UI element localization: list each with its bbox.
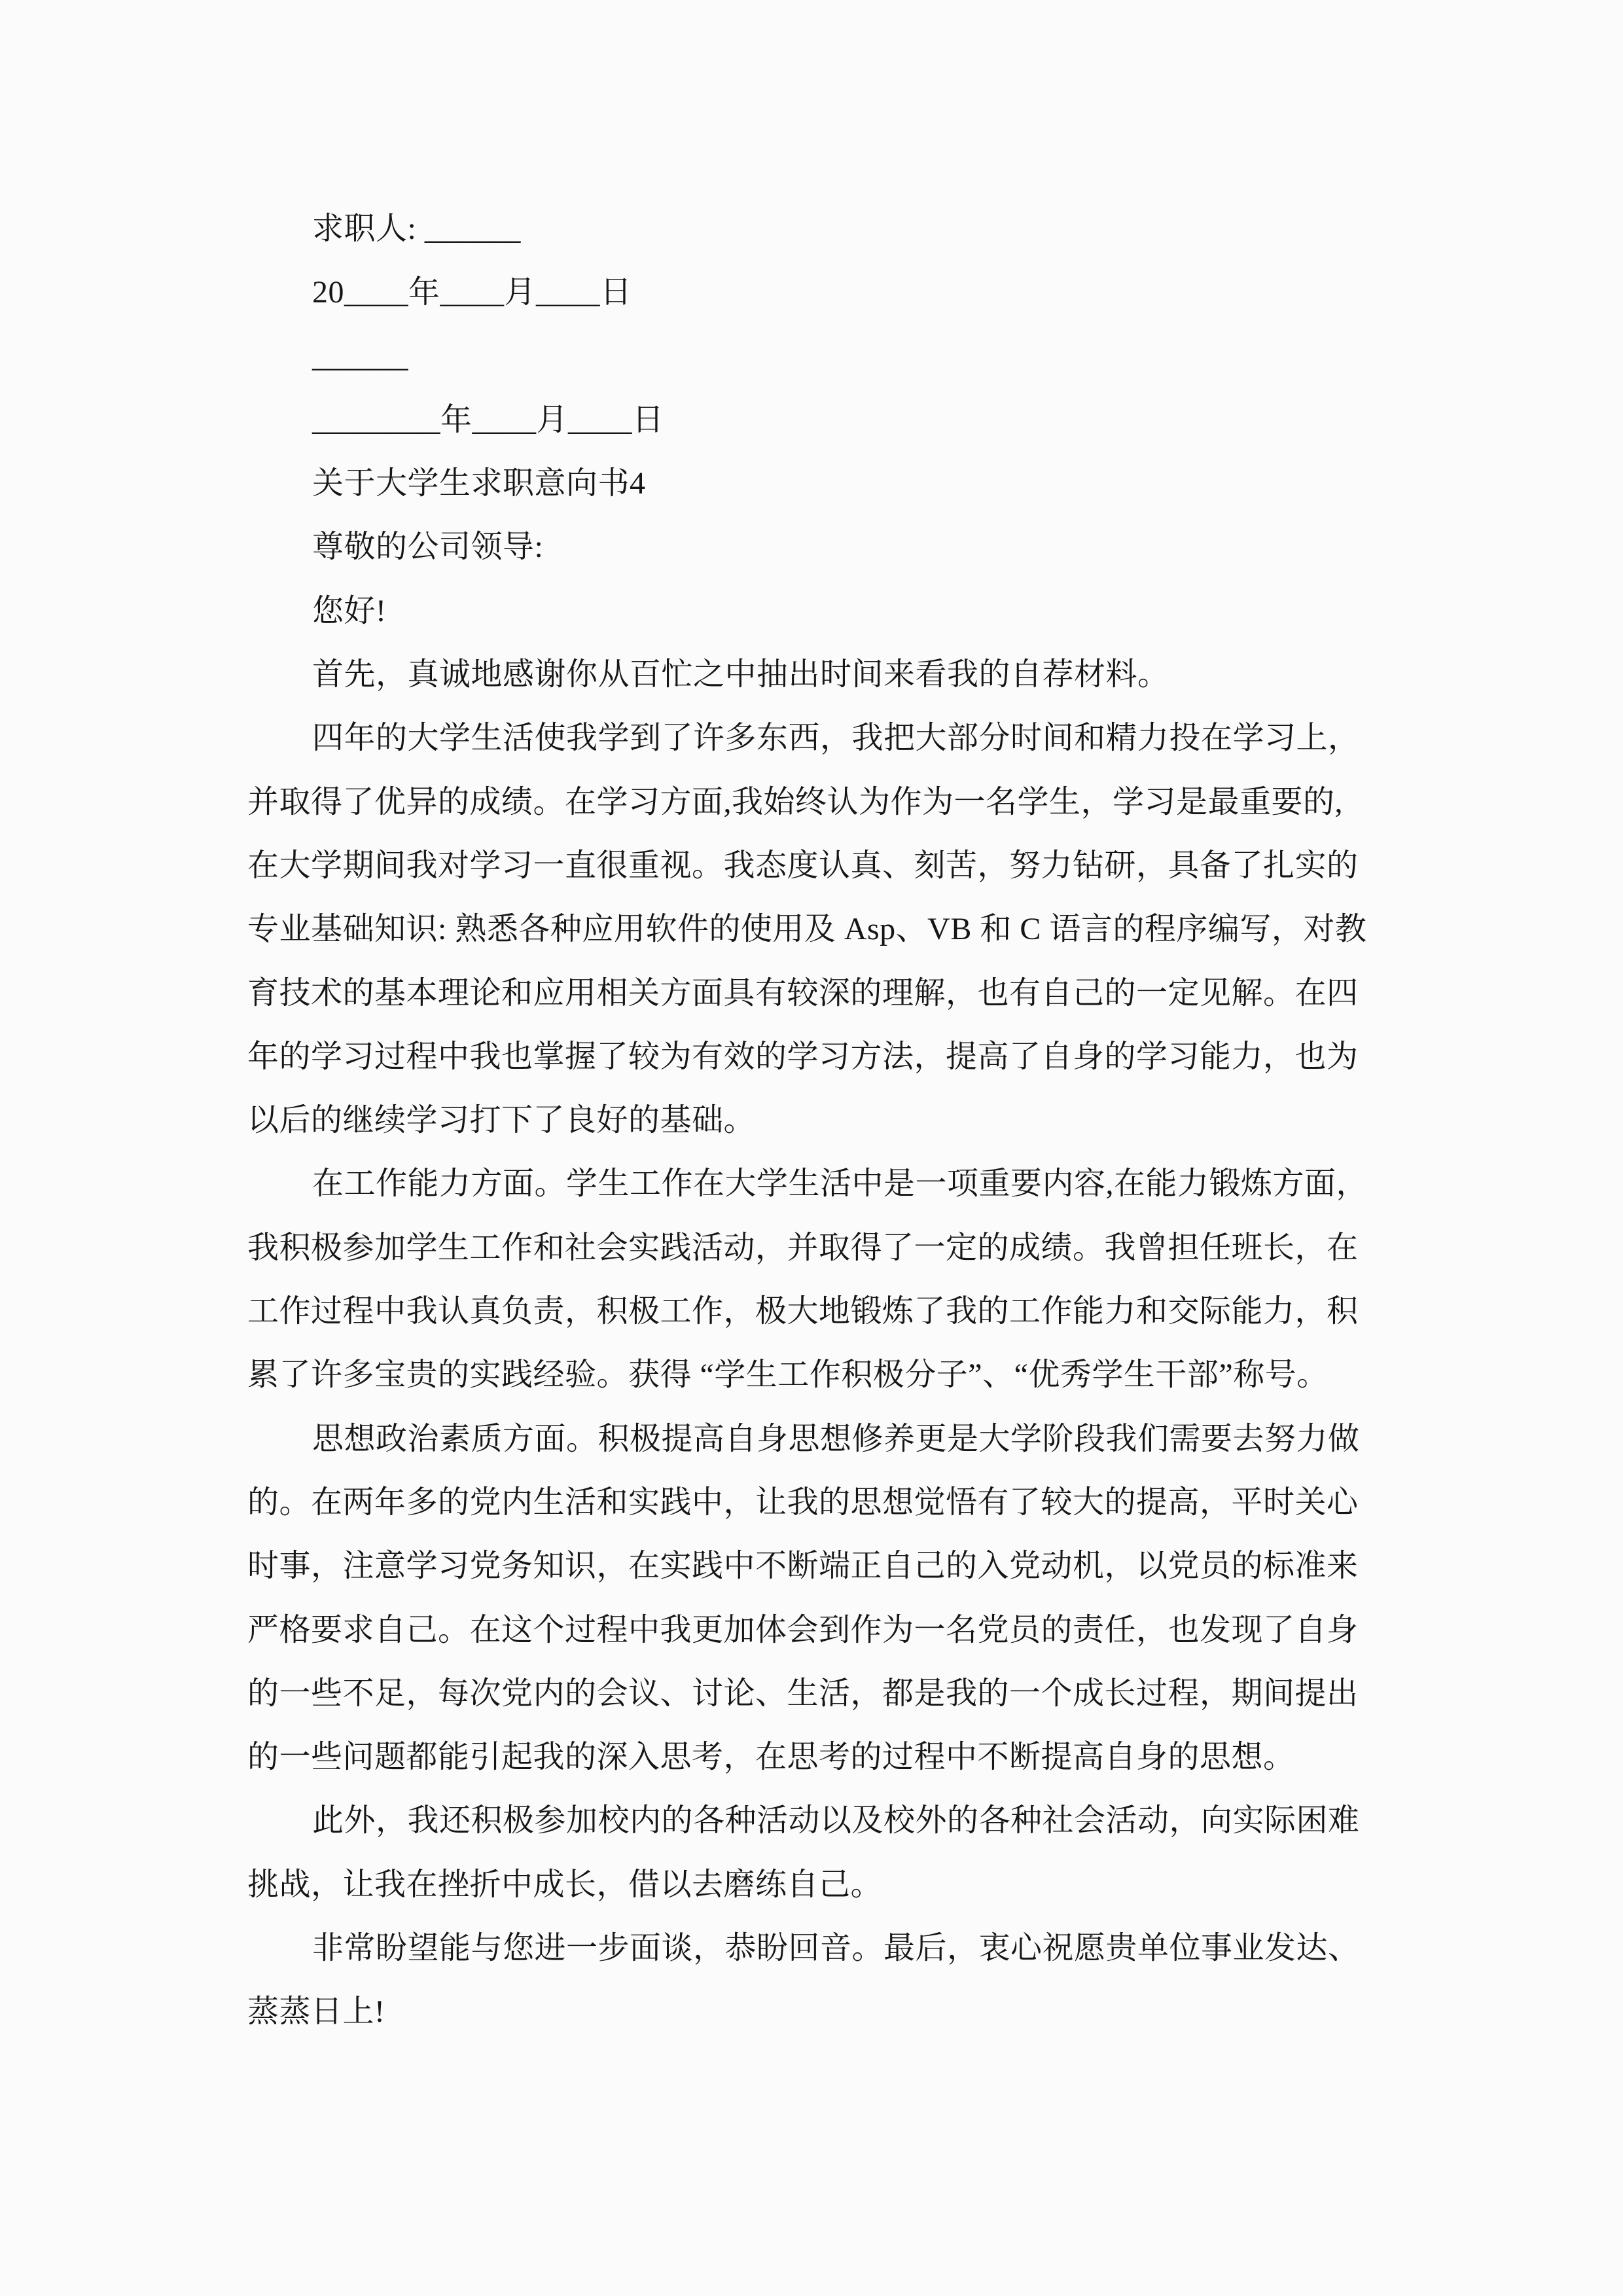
text-line: 专业基础知识: 熟悉各种应用软件的使用及 Asp、VB 和 C 语言的程序编写，对教: [247, 912, 1367, 947]
text-line: 挑战，让我在挫折中成长，借以去磨练自己。: [247, 1867, 883, 1902]
text-line: 我积极参加学生工作和社会实践活动，并取得了一定的成绩。我曾担任班长，在: [247, 1230, 1359, 1265]
line-greeting: 您好!: [312, 593, 387, 628]
text-line: 非常盼望能与您进一步面谈，恭盼回音。最后，衷心祝愿贵单位事业发达、: [312, 1931, 1360, 1966]
text-line: 此外，我还积极参加校内的各种活动以及校外的各种社会活动，向实际困难: [312, 1803, 1360, 1839]
text-line: 首先，真诚地感谢你从百忙之中抽出时间来看我的自荐材料。: [312, 657, 1169, 692]
text-line: 的。在两年多的党内生活和实践中，让我的思想觉悟有了较大的提高，平时关心: [247, 1484, 1359, 1520]
line-date-blank-2: ________年____月____日: [312, 402, 664, 437]
letter-body: [247, 197, 1386, 2044]
text-line: 四年的大学生活使我学到了许多东西，我把大部分时间和精力投在学习上，: [312, 721, 1360, 756]
text-line: 以后的继续学习打下了良好的基础。: [247, 1103, 756, 1138]
text-line: 在大学期间我对学习一直很重视。我态度认真、刻苦，努力钻研，具备了扎实的: [247, 848, 1359, 883]
line-applicant: 求职人: ______: [312, 211, 521, 246]
text-line: 年的学习过程中我也掌握了较为有效的学习方法，提高了自身的学习能力，也为: [247, 1039, 1359, 1074]
text-line: 工作过程中我认真负责，积极工作，极大地锻炼了我的工作能力和交际能力，积: [247, 1294, 1359, 1329]
text-line: 在工作能力方面。学生工作在大学生活中是一项重要内容,在能力锻炼方面，: [312, 1166, 1368, 1202]
text-line: 累了许多宝贵的实践经验。获得 “学生工作积极分子”、“优秀学生干部”称号。: [247, 1357, 1329, 1393]
line-date-blank-1: 20____年____月____日: [312, 275, 632, 310]
line-underline: ______: [312, 338, 408, 374]
text-line: 时事，注意学习党务知识，在实践中不断端正自己的入党动机，以党员的标准来: [247, 1549, 1359, 1584]
line-salutation: 尊敬的公司领导:: [312, 529, 544, 565]
text-line: 并取得了优异的成绩。在学习方面,我始终认为作为一名学生，学习是最重要的,: [247, 784, 1344, 819]
text-line: 的一些不足，每次党内的会议、讨论、生活，都是我的一个成长过程，期间提出: [247, 1676, 1359, 1711]
text-line: 育技术的基本理论和应用相关方面具有较深的理解，也有自己的一定见解。在四: [247, 975, 1359, 1011]
text-line: 的一些问题都能引起我的深入思考，在思考的过程中不断提高自身的思想。: [247, 1740, 1295, 1775]
line-closing: 蒸蒸日上!: [247, 1994, 385, 2030]
text-line: 严格要求自己。在这个过程中我更加体会到作为一名党员的责任，也发现了自身: [247, 1612, 1359, 1647]
text-line: 思想政治素质方面。积极提高自身思想修养更是大学阶段我们需要去努力做: [312, 1421, 1360, 1456]
line-section-title: 关于大学生求职意向书4: [312, 466, 646, 501]
